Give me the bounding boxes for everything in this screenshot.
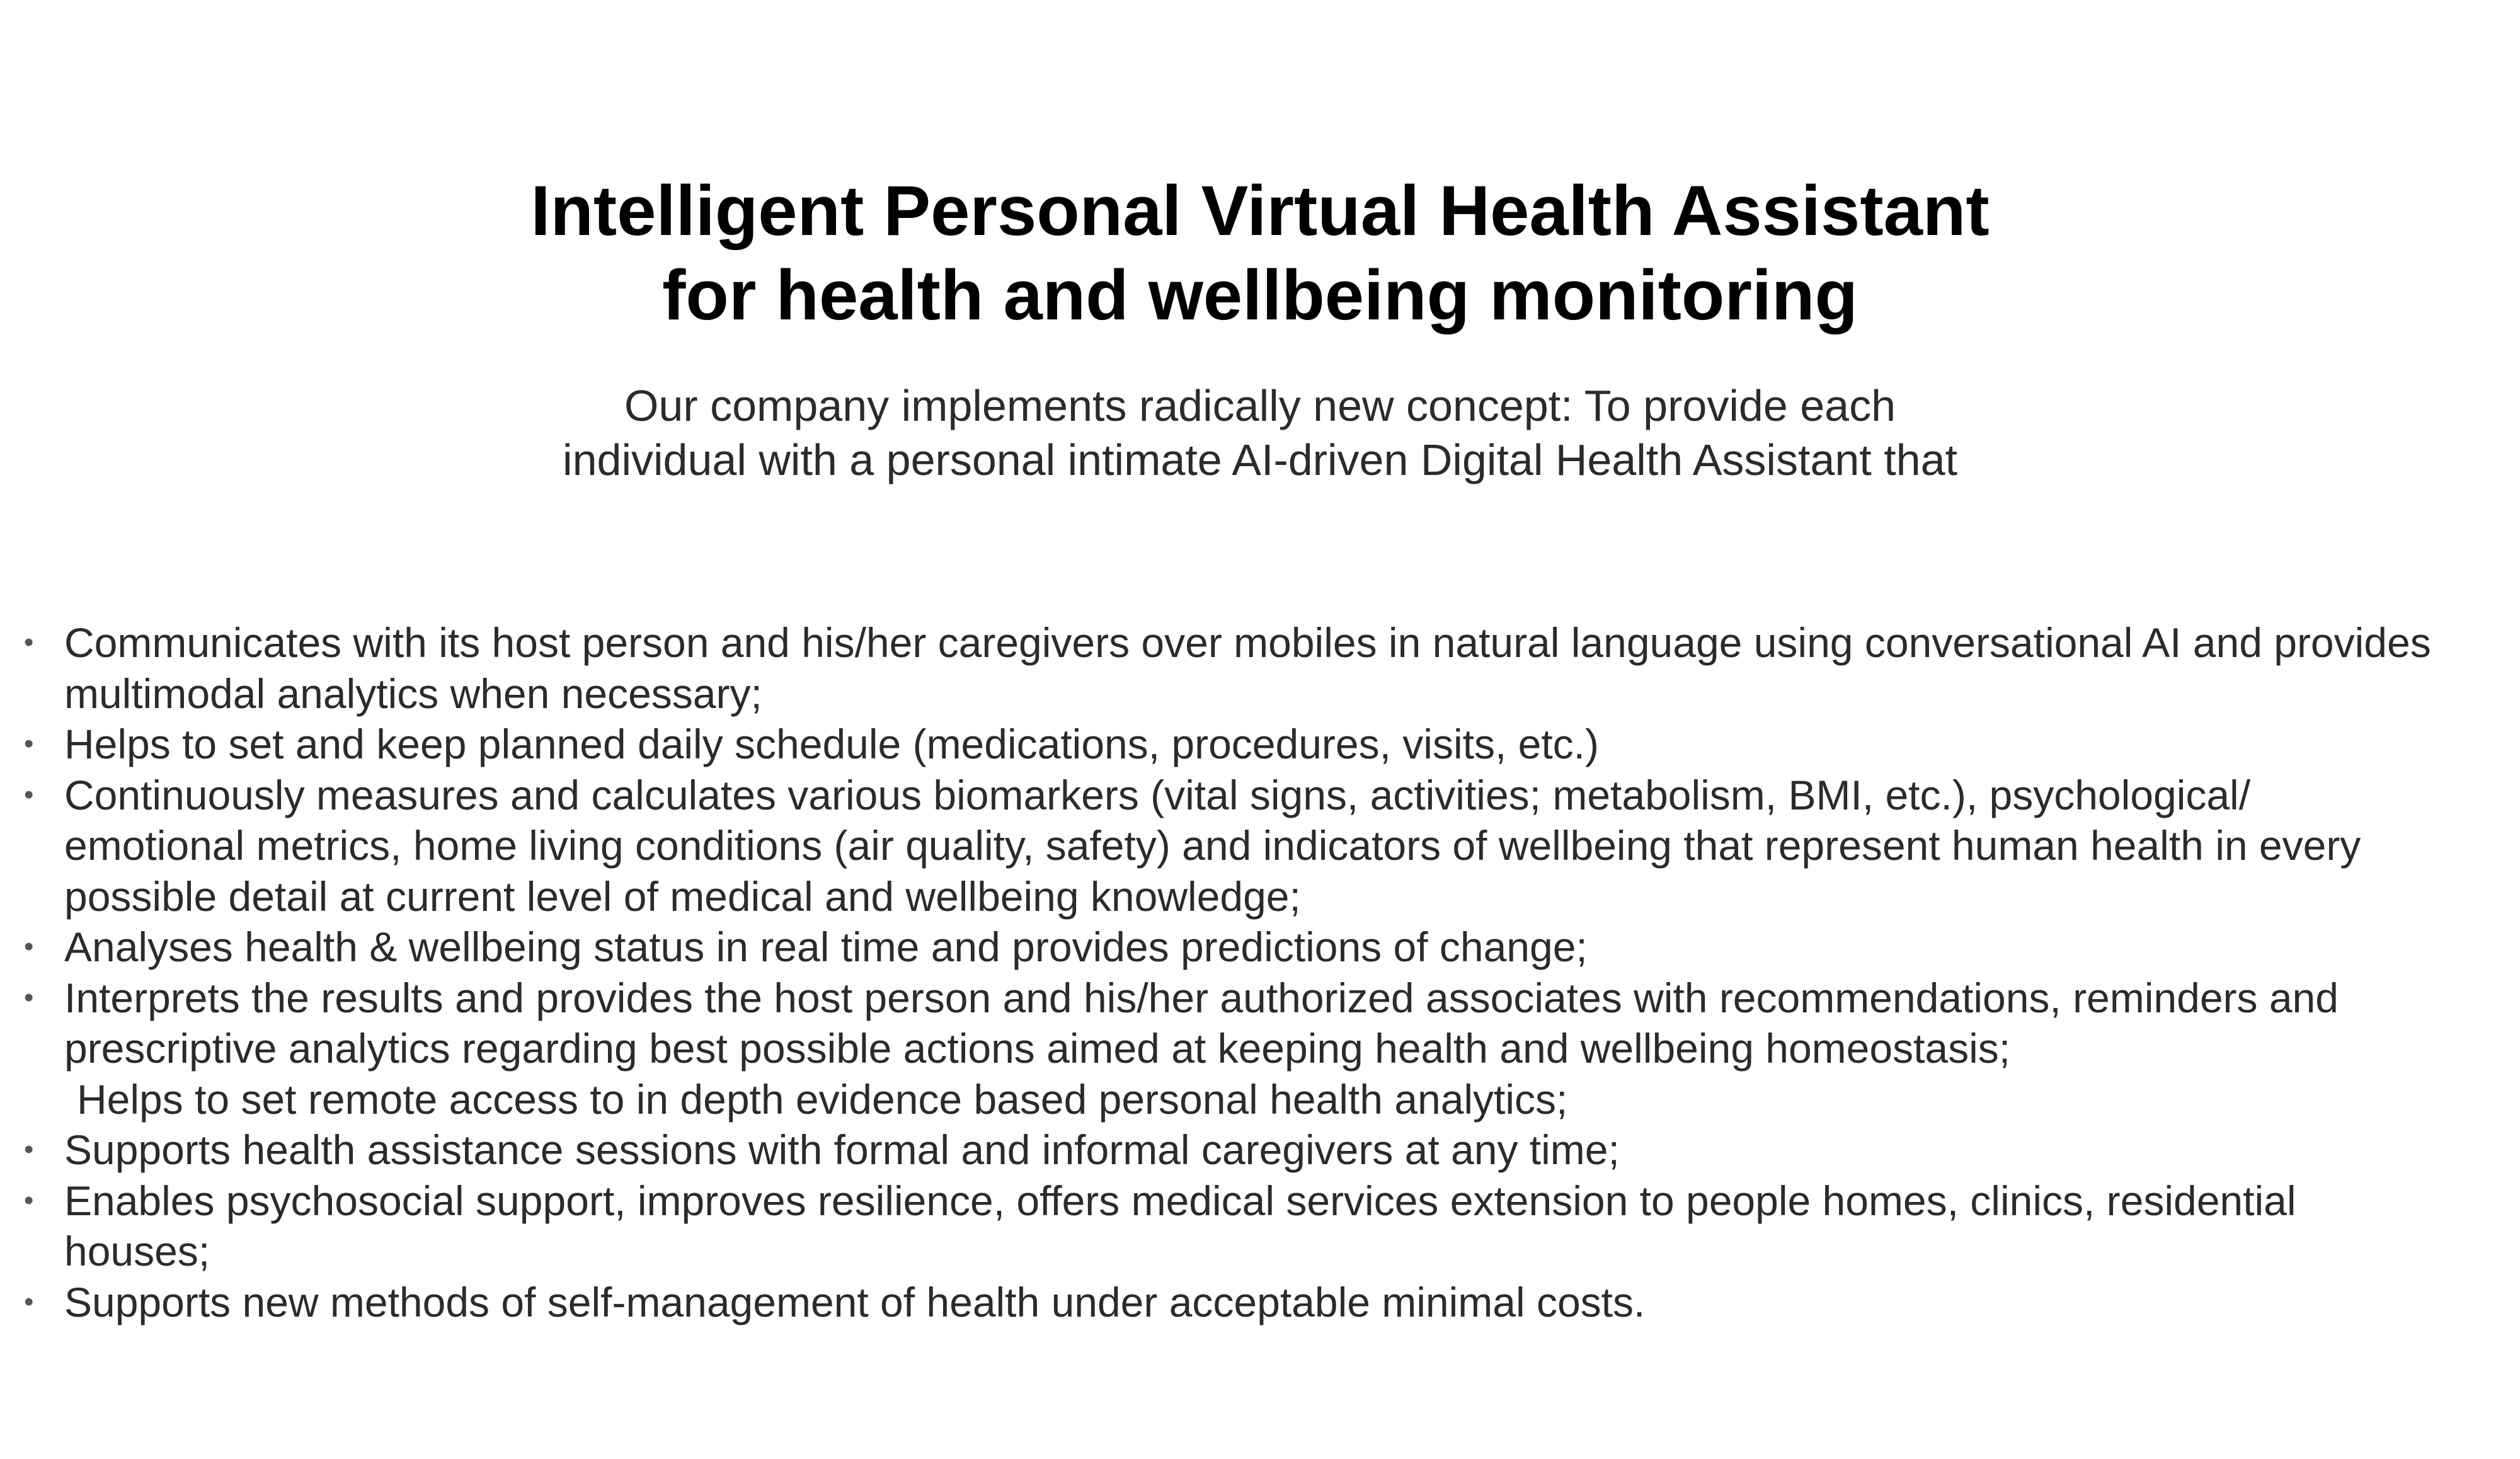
bullet-icon: • [24,1184,34,1216]
bullet-icon: • [24,779,34,810]
list-item [0,617,2520,719]
subtitle-line-2: individual with a personal intimate AI-driven Digital Health Assistant that [563,435,1957,484]
bullet-icon: • [24,1286,34,1317]
bullet-icon: • [24,1134,34,1165]
list-item-line: possible detail at current level of medical and wellbeing knowledge; [64,873,1301,920]
list-item-line: Helps to set and keep planned daily schedule (medications, procedures, visits, etc.) [64,721,1599,767]
list-item-line: Communicates with its host person and his/her caregivers over mobiles in natural language using conversational AI and provides [64,619,2431,666]
feature-list [0,617,2520,1327]
title-line-1: Intelligent Personal Virtual Health Assistant [530,171,1990,250]
list-item-line: prescriptive analytics regarding best possible actions aimed at keeping health and wellbeing homeostasis; [64,1025,2011,1072]
subtitle-line-1: Our company implements radically new concept: To provide each [624,381,1896,430]
list-item-line: houses; [64,1228,210,1274]
bullet-icon: • [24,728,34,759]
list-item [0,973,2520,1074]
list-item [0,770,2520,922]
bullet-icon: • [24,931,34,962]
list-item-line: Continuously measures and calculates various biomarkers (vital signs, activities; metabolism, BMI, etc.), psychological/ [64,771,2251,818]
list-item-line: Helps to set remote access to in depth evidence based personal health analytics; [77,1075,1568,1123]
page-title [0,169,2520,338]
list-item-line: Enables psychosocial support, improves resilience, offers medical services extension to people homes, clinics, residential [64,1177,2296,1224]
list-item-line: Supports new methods of self-management of health under acceptable minimal costs. [64,1278,1646,1325]
subtitle [0,379,2520,487]
list-item-line: multimodal analytics when necessary; [64,670,762,717]
list-item-line: Analyses health & wellbeing status in real time and provides predictions of change; [64,924,1588,970]
list-item-line: emotional metrics, home living conditions (air quality, safety) and indicators of wellbeing that represent human health in every [64,822,2361,869]
title-line-2: for health and wellbeing monitoring [662,256,1858,335]
list-item-line: Supports health assistance sessions with formal and informal caregivers at any time; [64,1126,1620,1173]
list-item [0,719,2520,770]
bullet-icon: • [24,627,34,658]
list-item [0,1074,2520,1125]
list-item-line: Interprets the results and provides the host person and his/her authorized associates with recommendations, reminders and [64,974,2339,1021]
bullet-icon: • [24,981,34,1013]
list-item [0,1124,2520,1176]
list-item [0,1277,2520,1328]
list-item [0,1176,2520,1277]
list-item [0,922,2520,973]
